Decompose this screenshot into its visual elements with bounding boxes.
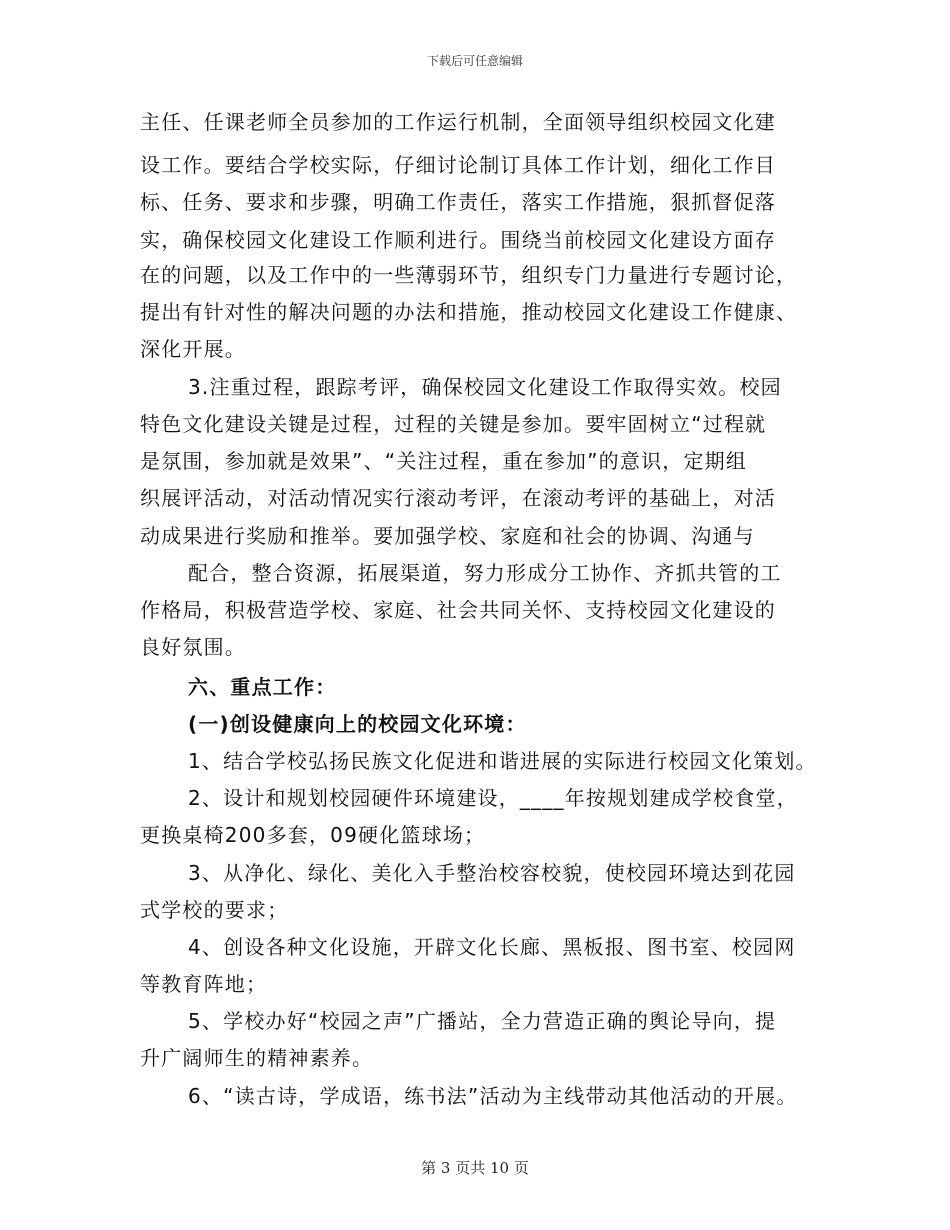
paragraph-line: 作格局，积极营造学校、家庭、社会共同关怀、支持校园文化建设的 <box>140 598 776 622</box>
list-item-continuation: 升广阔师生的精神素养。 <box>140 1046 374 1070</box>
list-item-continuation: 更换桌椅200多套，09硬化篮球场； <box>140 823 486 847</box>
paragraph-line: 3.注重过程，跟踪考评，确保校园文化建设工作取得实效。校园 <box>188 375 782 399</box>
paragraph-line: 标、任务、要求和步骤，明确工作责任，落实工作措施，狠抓督促落 <box>140 190 776 214</box>
list-item: 3、从净化、绿化、美化入手整治校容校貌，使校园环境达到花园 <box>188 861 796 885</box>
paragraph-line: 动成果进行奖励和推举。要加强学校、家庭和社会的协调、沟通与 <box>140 524 755 548</box>
page-number: 第 3 页共 10 页 <box>421 1159 529 1177</box>
paragraph-line: 设工作。要结合学校实际，仔细讨论制订具体工作计划，细化工作目 <box>140 153 776 177</box>
list-item: 6、“读古诗，学成语，练书法”活动为主线带动其他活动的开展。 <box>188 1084 798 1108</box>
paragraph-line: 配合，整合资源，拓展渠道，努力形成分工协作、齐抓共管的工 <box>188 561 782 585</box>
list-item: 4、创设各种文化设施，开辟文化长廊、黑板报、图书室、校园网 <box>188 935 796 959</box>
paragraph-line: 提出有针对性的解决问题的办法和措施，推动校园文化建设工作健康、 <box>140 300 798 324</box>
section-heading: 六、重点工作： <box>188 675 337 699</box>
list-item: 1、结合学校弘扬民族文化促进和谐进展的实际进行校园文化策划。 <box>188 749 817 773</box>
list-item: 2、设计和规划校园硬件环境建设，____年按规划建成学校食堂， <box>188 786 798 810</box>
paragraph-line: 良好氛围。 <box>140 635 246 659</box>
list-item: 5、学校办好“校园之声”广播站，全力营造正确的舆论导向，提 <box>188 1009 777 1033</box>
paragraph-line: 在的问题，以及工作中的一些薄弱环节，组织专门力量进行专题讨论， <box>140 263 798 287</box>
paragraph-line: 深化开展。 <box>140 337 246 361</box>
paragraph-line: 织展评活动，对活动情况实行滚动考评，在滚动考评的基础上，对活 <box>140 486 776 510</box>
subsection-heading: (一)创设健康向上的校园文化环境： <box>188 712 527 736</box>
list-item-continuation: 等教育阵地； <box>140 972 268 996</box>
list-item-continuation: 式学校的要求； <box>140 898 289 922</box>
paragraph-line: 特色文化建设关键是过程，过程的关键是参加。要牢固树立“过程就 <box>140 412 767 436</box>
paragraph-line: 主任、任课老师全员参加的工作运行机制，全面领导组织校园文化建 <box>140 110 776 134</box>
paragraph-line: 是氛围，参加就是效果”、“关注过程，重在参加”的意识，定期组 <box>140 449 748 473</box>
paragraph-line: 实，确保校园文化建设工作顺利进行。围绕当前校园文化建设方面存 <box>140 228 776 252</box>
page-header: 下载后可任意编辑 <box>426 54 523 68</box>
